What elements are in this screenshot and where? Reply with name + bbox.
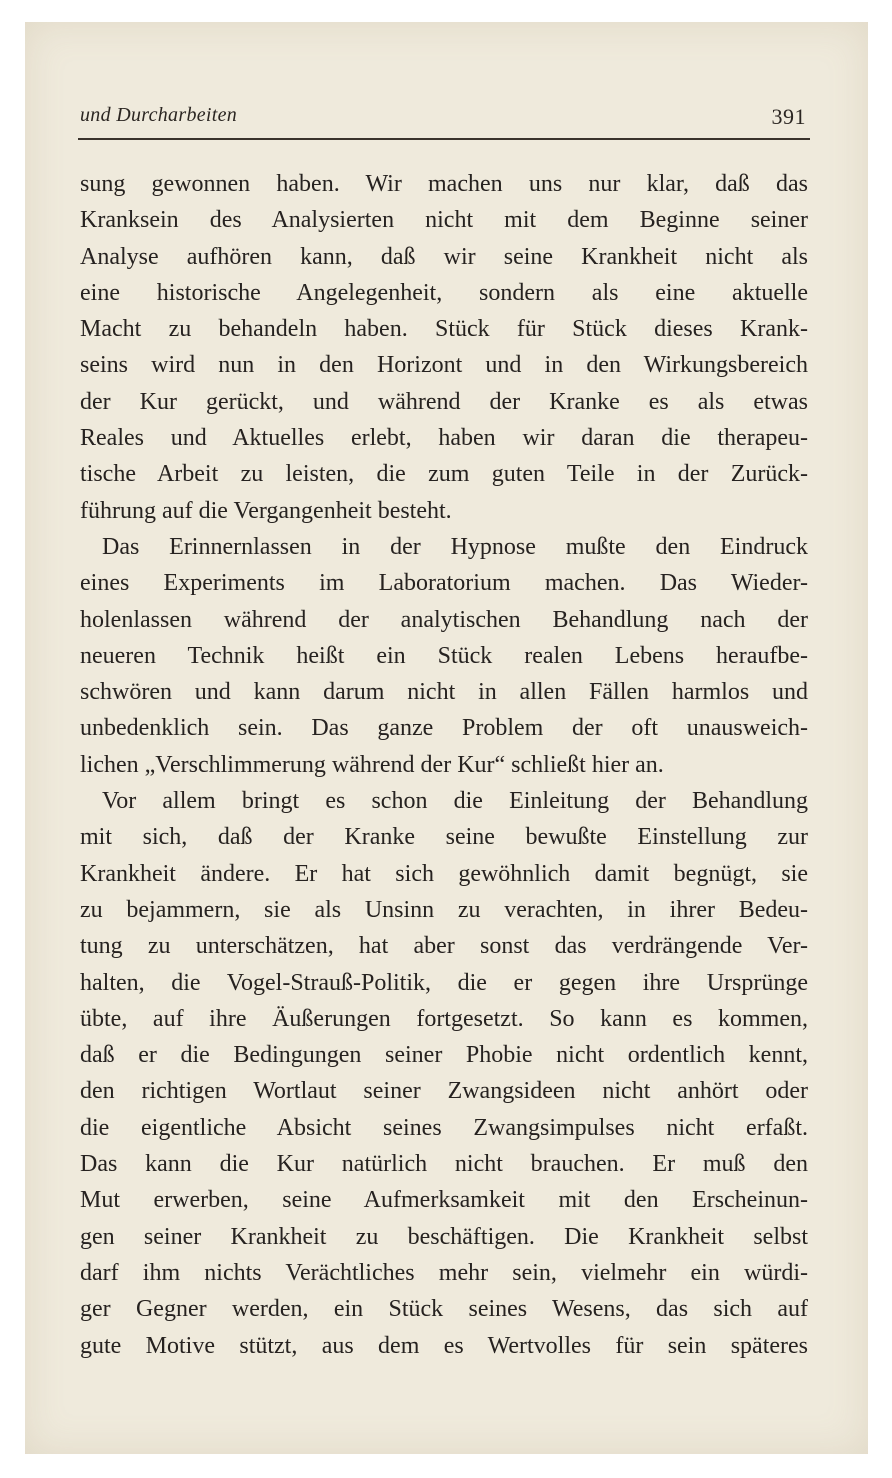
page-number: 391 [771,104,806,129]
text-line: gen seiner Krankheit zu beschäftigen. Die Krankheit selbst [80,1223,808,1250]
text-line: mit sich, daß der Kranke seine bewußte Einstellung zur [80,824,808,851]
text-line: führung auf die Vergangenheit besteht. [80,497,452,524]
text-line: neueren Technik heißt ein Stück realen Lebens heraufbe- [80,642,808,669]
header-title: und Durcharbeiten [80,104,238,126]
text-line: unbedenklich sein. Das ganze Problem der oft unausweich- [80,715,808,742]
text-line: die eigentliche Absicht seines Zwangsimpulses nicht erfaßt. [80,1114,808,1141]
text-line: Mut erwerben, seine Aufmerksamkeit mit den Erscheinun- [80,1187,808,1214]
text-line: holenlassen während der analytischen Behandlung nach der [80,606,808,633]
text-line: halten, die Vogel-Strauß-Politik, die er gegen ihre Ursprünge [80,969,808,996]
text-line: Reales und Aktuelles erlebt, haben wir daran die therapeu- [80,425,808,452]
text-line: Kranksein des Analysierten nicht mit dem Beginne seiner [80,207,808,234]
text-line: den richtigen Wortlaut seiner Zwangsideen nicht anhört oder [80,1078,808,1105]
text-line: zu bejammern, sie als Unsinn zu verachten, in ihrer Bedeu- [80,896,808,923]
text-line: sung gewonnen haben. Wir machen uns nur klar, daß das [80,171,808,197]
text-line: darf ihm nichts Verächtliches mehr sein, vielmehr ein würdi- [80,1259,808,1286]
text-line: der Kur gerückt, und während der Kranke es als etwas [80,388,808,415]
text-line: Krankheit ändere. Er hat sich gewöhnlich damit begnügt, sie [80,860,808,887]
text-line: tung zu unterschätzen, hat aber sonst das verdrängende Ver- [80,933,808,960]
text-line: übte, auf ihre Äußerungen fortgesetzt. So kann es kommen, [80,1005,808,1032]
running-header [80,104,808,134]
text-line: seins wird nun in den Horizont und in den Wirkungsbereich [80,352,808,379]
text-line: Das kann die Kur natürlich nicht brauchen. Er muß den [80,1151,808,1178]
text-line: Vor allem bringt es schon die Einleitung der Behandlung [102,788,808,815]
text-line: gute Motive stützt, aus dem es Wertvolles für sein späteres [80,1332,808,1359]
text-line: eines Experiments im Laboratorium machen. Das Wieder- [80,570,808,597]
text-line: tische Arbeit zu leisten, die zum guten Teile in der Zurück- [80,461,808,488]
text-line: schwören und kann darum nicht in allen Fällen harmlos und [80,679,808,706]
text-line: ger Gegner werden, ein Stück seines Wesens, das sich auf [80,1296,808,1323]
text-line: daß er die Bedingungen seiner Phobie nicht ordentlich kennt, [80,1042,808,1069]
header-rule [78,138,810,140]
body-text [80,166,808,1364]
text-line: Macht zu behandeln haben. Stück für Stück dieses Krank- [80,316,808,343]
text-line: Analyse aufhören kann, daß wir seine Krankheit nicht als [80,243,808,270]
text-line: lichen „Verschlimmerung während der Kur“ schließt hier an. [80,751,664,778]
text-line: eine historische Angelegenheit, sondern als eine aktuelle [80,279,808,306]
text-line: Das Erinnernlassen in der Hypnose mußte den Eindruck [102,533,808,560]
